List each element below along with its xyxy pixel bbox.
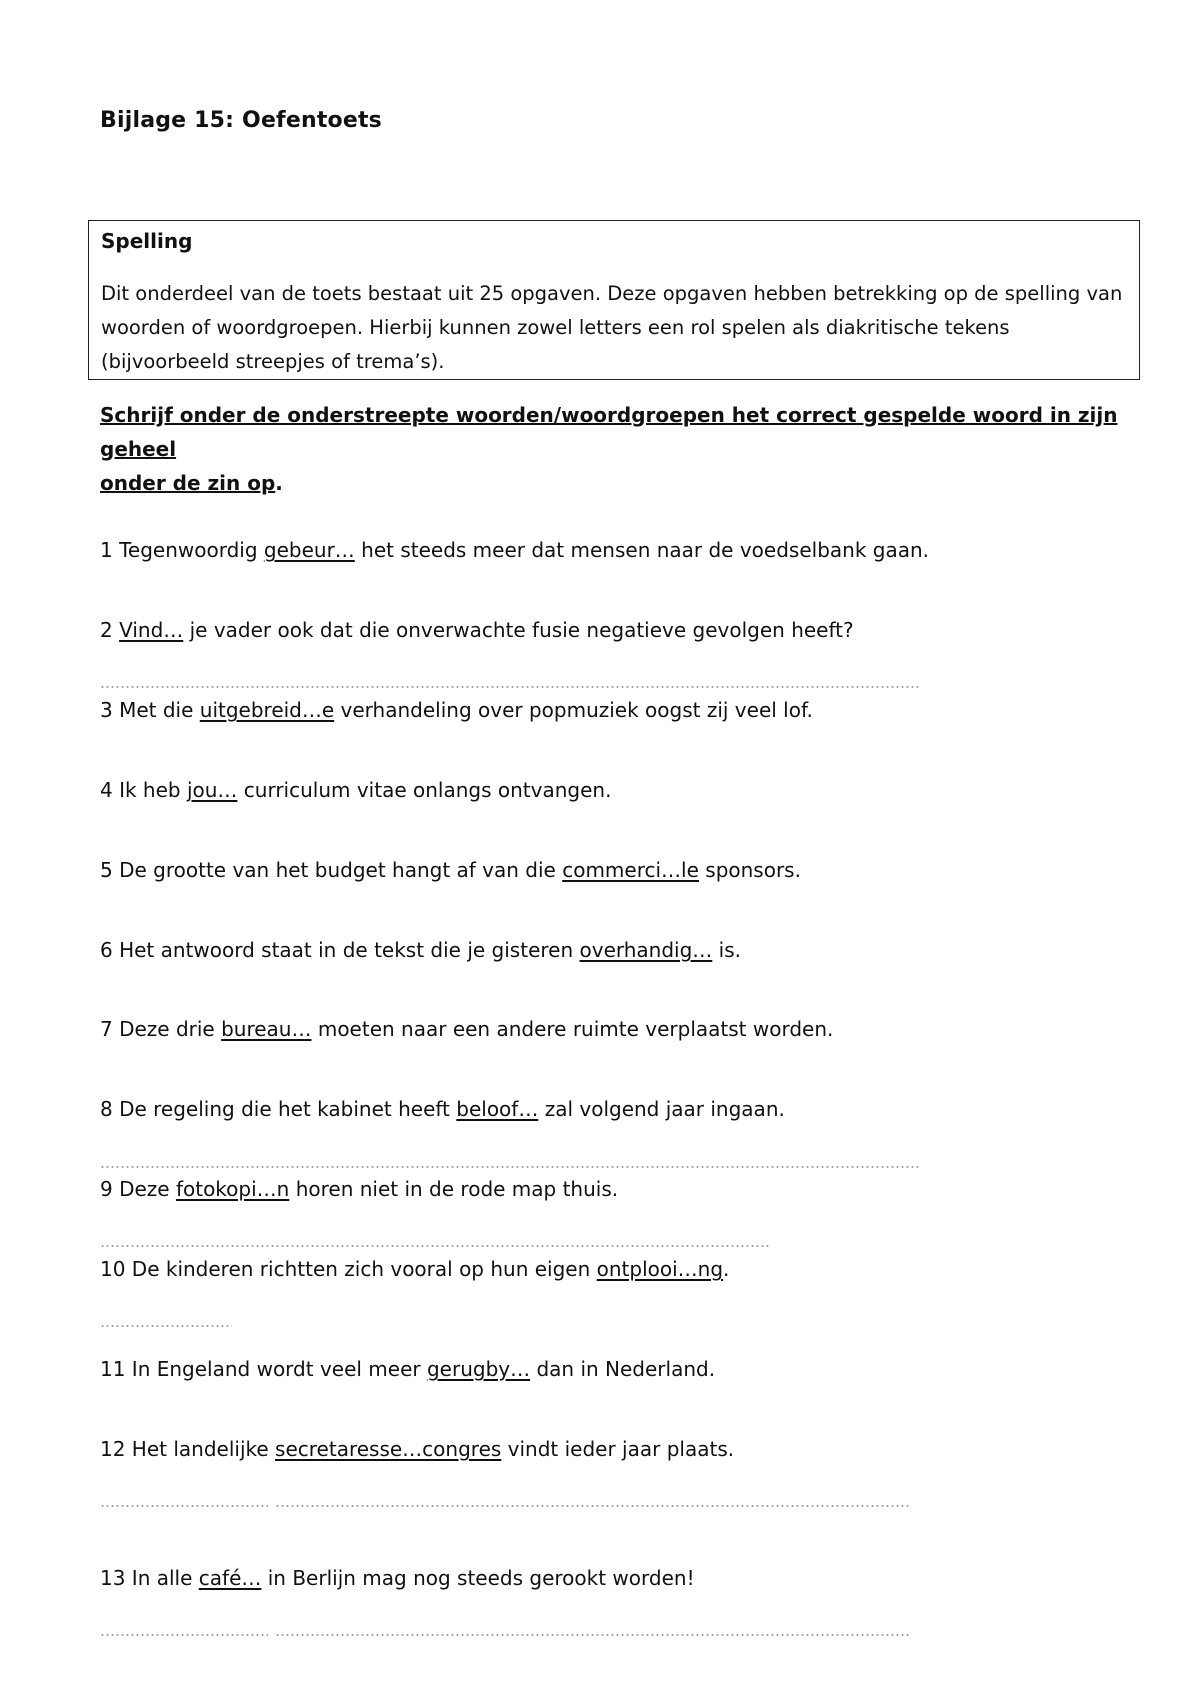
question-target-word: uitgebreid…e bbox=[199, 698, 335, 722]
answer-dotted-line[interactable] bbox=[275, 1505, 910, 1507]
question-13 bbox=[100, 1566, 695, 1590]
question-target-word: bureau… bbox=[221, 1017, 312, 1041]
question-5 bbox=[100, 858, 801, 882]
box-line: (bijvoorbeeld streepjes of trema’s). bbox=[101, 350, 445, 373]
box-line: Dit onderdeel van de toets bestaat uit 25 opgaven. Deze opgaven hebben betrekking op de spelling van bbox=[101, 282, 1123, 305]
question-text: 11 In Engeland wordt veel meer bbox=[100, 1357, 427, 1381]
question-text: je vader ook dat die onverwachte fusie negatieve gevolgen heeft? bbox=[183, 618, 854, 642]
answer-dotted-line[interactable] bbox=[100, 1505, 268, 1507]
instruction-text bbox=[100, 398, 1120, 500]
answer-dotted-line[interactable] bbox=[275, 1634, 910, 1636]
question-target-word: gerugby… bbox=[426, 1357, 531, 1381]
instruction-tail: . bbox=[275, 471, 283, 495]
question-text: zal volgend jaar ingaan. bbox=[538, 1097, 785, 1121]
question-text: 1 Tegenwoordig bbox=[100, 538, 264, 562]
question-text: is. bbox=[712, 938, 742, 962]
question-text: 7 Deze drie bbox=[100, 1017, 222, 1041]
question-text: 9 Deze bbox=[100, 1177, 176, 1201]
question-text: 8 De regeling die het kabinet heeft bbox=[100, 1097, 457, 1121]
question-text: 5 De grootte van het budget hangt af van die bbox=[100, 858, 563, 882]
question-text: in Berlijn mag nog steeds gerookt worden! bbox=[261, 1566, 695, 1590]
question-7 bbox=[100, 1017, 833, 1041]
instruction-line bbox=[100, 466, 1120, 500]
question-text: sponsors. bbox=[698, 858, 801, 882]
question-text: moeten naar een andere ruimte verplaatst worden. bbox=[311, 1017, 834, 1041]
question-target-word: fotokopi…n bbox=[175, 1177, 290, 1201]
question-target-word: café… bbox=[198, 1566, 262, 1590]
question-text: 4 Ik heb bbox=[100, 778, 187, 802]
question-text: verhandeling over popmuziek oogst zij veel lof. bbox=[334, 698, 813, 722]
question-target-word: secretaresse…congres bbox=[275, 1437, 502, 1461]
question-target-word: beloof… bbox=[456, 1097, 539, 1121]
question-text: curriculum vitae onlangs ontvangen. bbox=[237, 778, 612, 802]
instruction-underlined: onder de zin op bbox=[100, 471, 276, 495]
question-text: 3 Met die bbox=[100, 698, 200, 722]
answer-dotted-line[interactable] bbox=[100, 1325, 232, 1327]
question-6 bbox=[100, 938, 741, 962]
question-target-word: jou… bbox=[186, 778, 238, 802]
box-heading: Spelling bbox=[101, 229, 193, 253]
question-text: dan in Nederland. bbox=[530, 1357, 716, 1381]
question-target-word: ontplooi…ng bbox=[596, 1257, 724, 1281]
question-9 bbox=[100, 1177, 618, 1201]
question-text: horen niet in de rode map thuis. bbox=[289, 1177, 619, 1201]
answer-dotted-line[interactable] bbox=[100, 1166, 920, 1168]
question-12 bbox=[100, 1437, 734, 1461]
question-text: 10 De kinderen richtten zich vooral op hun eigen bbox=[100, 1257, 597, 1281]
question-10 bbox=[100, 1257, 729, 1281]
question-text: 2 bbox=[100, 618, 120, 642]
answer-dotted-line[interactable] bbox=[100, 686, 920, 688]
question-3 bbox=[100, 698, 813, 722]
question-8 bbox=[100, 1097, 785, 1121]
answer-dotted-line[interactable] bbox=[100, 1245, 770, 1247]
question-text: . bbox=[723, 1257, 730, 1281]
question-text: 6 Het antwoord staat in de tekst die je gisteren bbox=[100, 938, 580, 962]
box-line: woorden of woordgroepen. Hierbij kunnen zowel letters een rol spelen als diakritische tekens bbox=[101, 316, 1010, 339]
question-11 bbox=[100, 1357, 715, 1381]
question-target-word: commerci…le bbox=[562, 858, 699, 882]
answer-dotted-line[interactable] bbox=[100, 1634, 268, 1636]
question-text: 12 Het landelijke bbox=[100, 1437, 276, 1461]
question-text: vindt ieder jaar plaats. bbox=[501, 1437, 735, 1461]
question-target-word: gebeur… bbox=[263, 538, 355, 562]
question-text: het steeds meer dat mensen naar de voedselbank gaan. bbox=[354, 538, 930, 562]
spelling-info-box bbox=[88, 220, 1140, 380]
question-4 bbox=[100, 778, 611, 802]
box-description bbox=[101, 277, 1131, 379]
question-target-word: overhandig… bbox=[579, 938, 713, 962]
question-2 bbox=[100, 618, 854, 642]
instruction-line: Schrijf onder de onderstreepte woorden/woordgroepen het correct gespelde woord in zijn geheel bbox=[100, 403, 1118, 461]
question-1 bbox=[100, 538, 929, 562]
question-text: 13 In alle bbox=[100, 1566, 199, 1590]
question-target-word: Vind… bbox=[119, 618, 184, 642]
page-title: Bijlage 15: Oefentoets bbox=[100, 108, 382, 133]
